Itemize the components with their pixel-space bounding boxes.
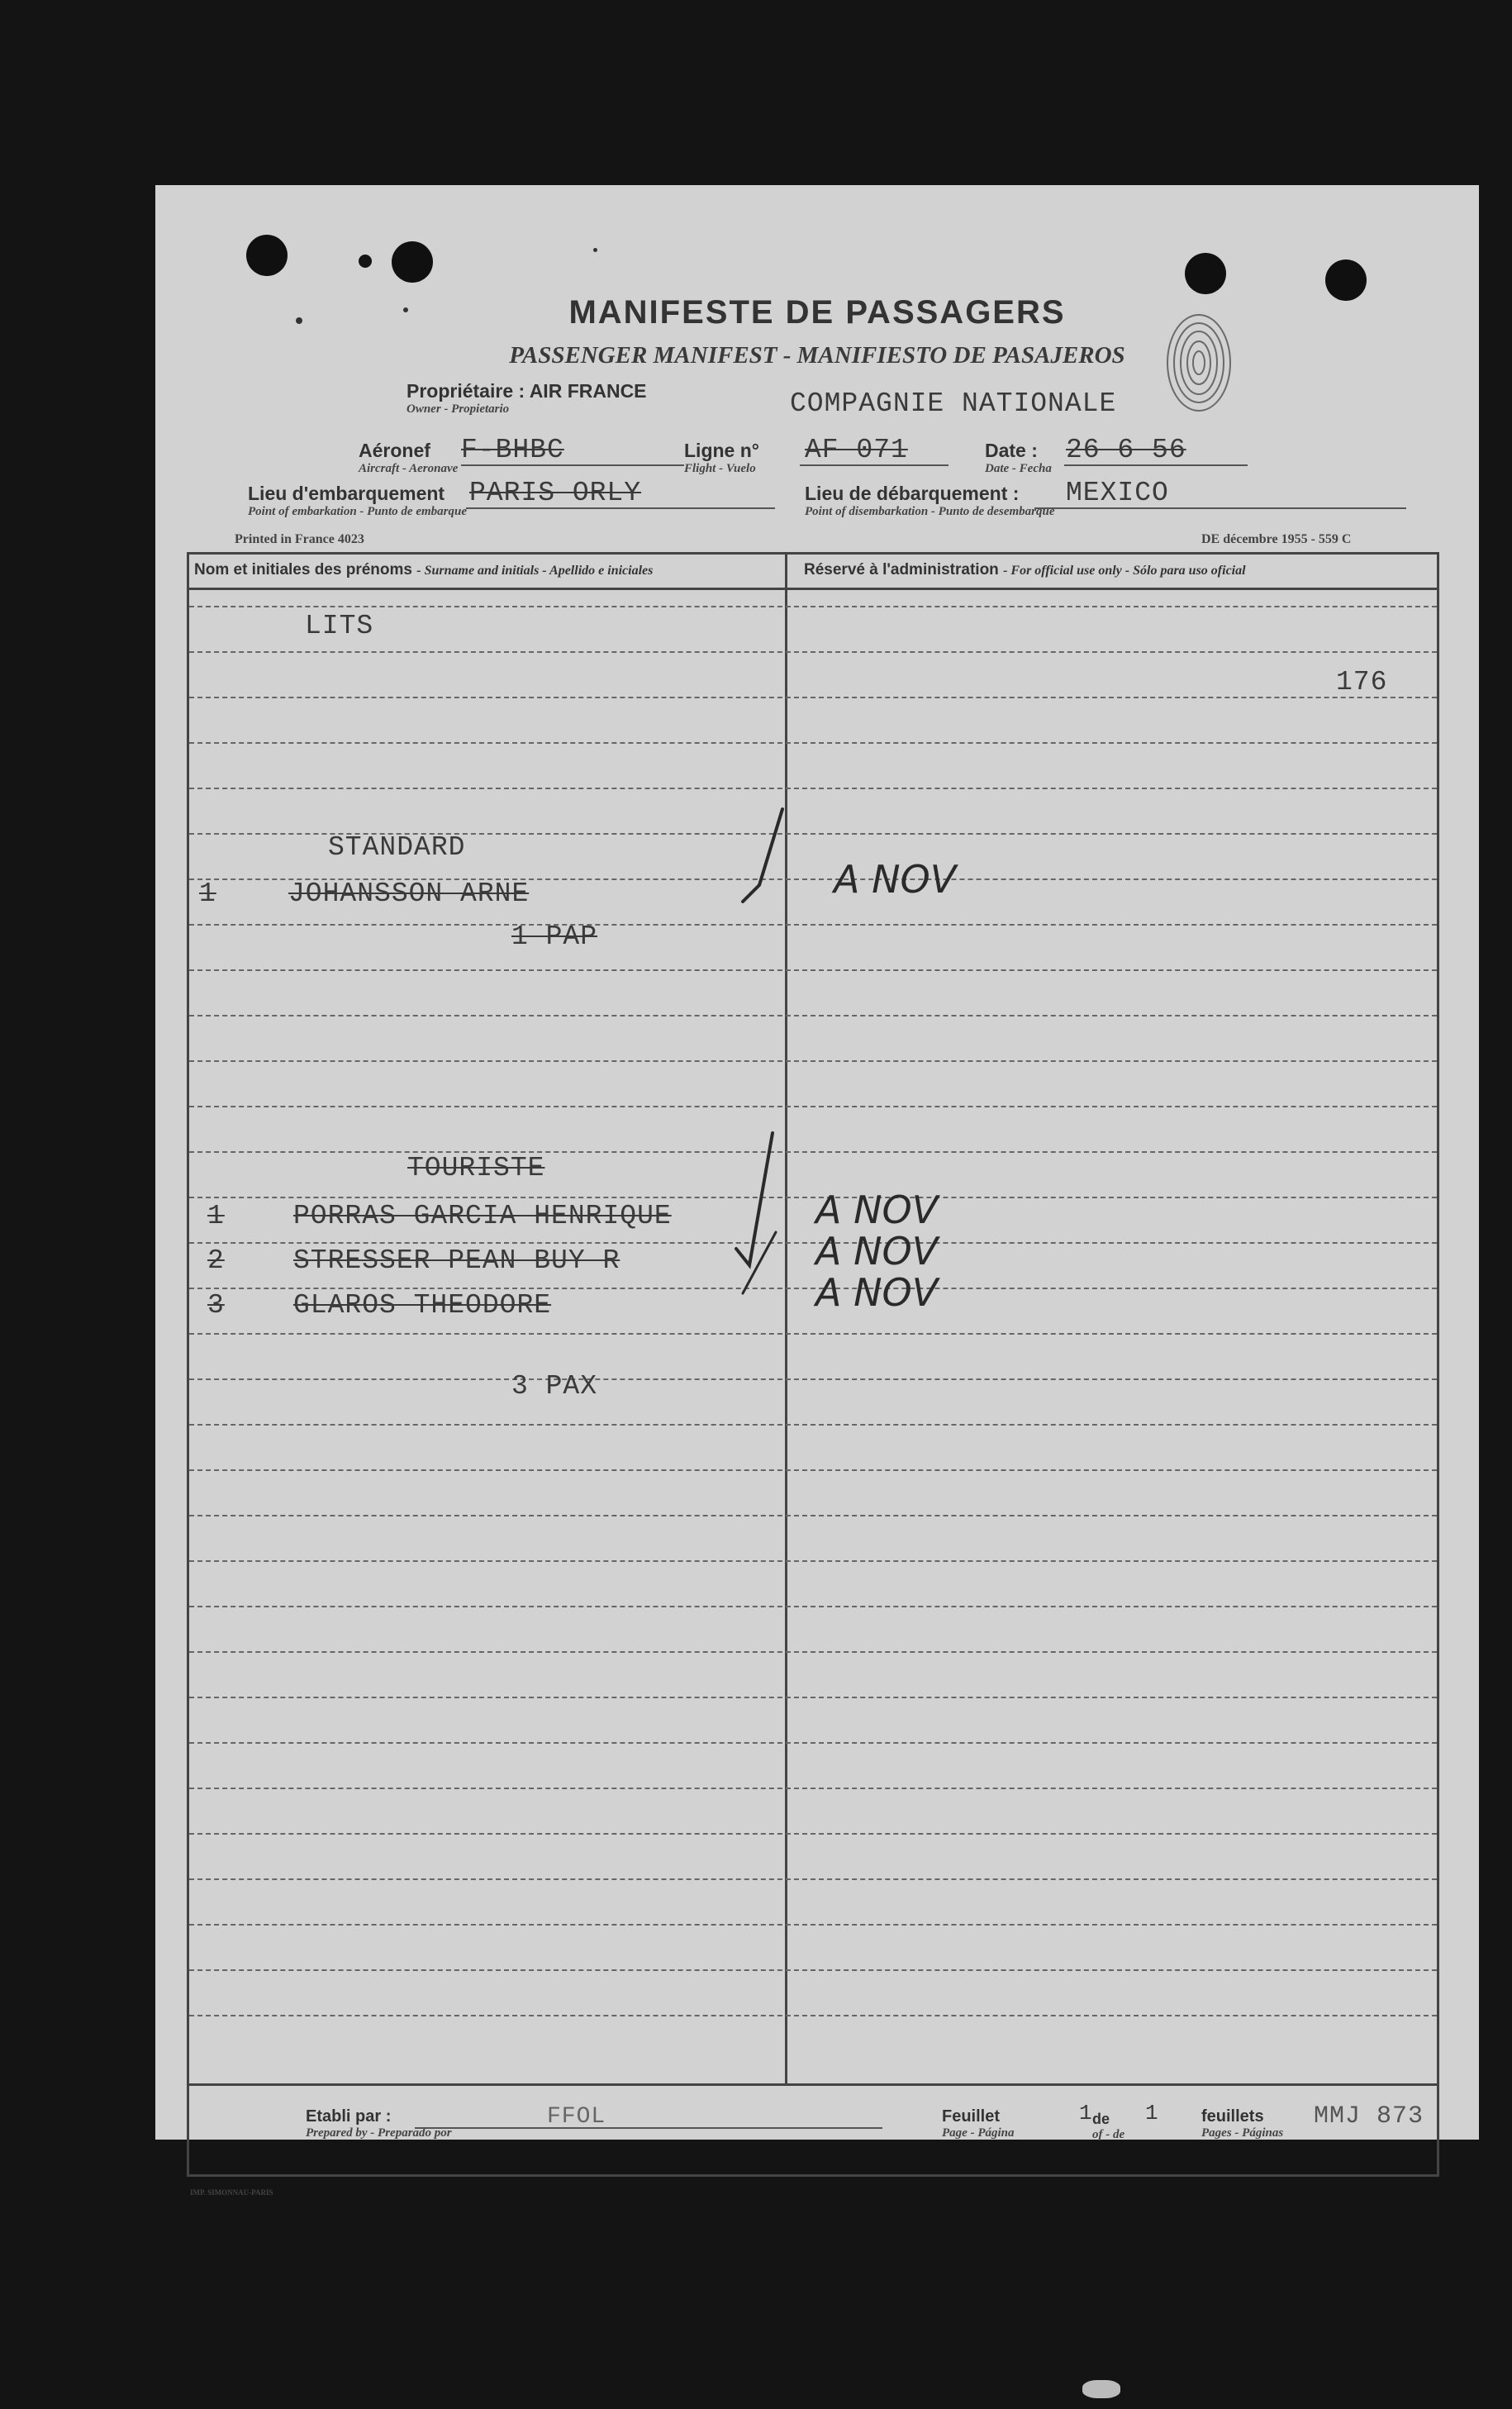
- embark-label: Lieu d'embarquement: [248, 483, 445, 504]
- date-sublabel: Date - Fecha: [985, 462, 1052, 475]
- ruled-line: [189, 1151, 1437, 1153]
- sheet-label: Feuillet: [942, 2107, 1001, 2126]
- ruled-line: [189, 924, 1437, 926]
- ruled-line: [189, 1788, 1437, 1789]
- of-sublabel: of - de: [1092, 2128, 1125, 2141]
- prepared-sublabel: Prepared by - Preparado por: [306, 2126, 452, 2140]
- passenger-number: 1: [207, 1201, 225, 1231]
- ruled-line: [189, 1469, 1437, 1471]
- owner-typed-value: COMPAGNIE NATIONALE: [790, 388, 1117, 419]
- ruled-line: [189, 1197, 1437, 1198]
- section-lits: LITS: [305, 611, 374, 641]
- ink-speck: [593, 248, 597, 252]
- form-code: DE décembre 1955 - 559 C: [1201, 532, 1352, 546]
- passenger-number: 2: [207, 1245, 225, 1276]
- flight-underline: [800, 464, 949, 466]
- date-underline: [1064, 464, 1248, 466]
- flight-label: Ligne n°: [684, 440, 759, 461]
- right-column-header: [804, 561, 1246, 579]
- ruled-line: [189, 1424, 1437, 1426]
- disembark-value: MEXICO: [1066, 478, 1169, 508]
- ruled-line: [189, 1969, 1437, 1971]
- aircraft-label: Aéronef: [359, 440, 430, 461]
- ruled-line: [189, 1742, 1437, 1744]
- disembark-underline: [1034, 507, 1406, 509]
- passenger-name: PORRAS GARCIA HENRIQUE: [293, 1201, 672, 1231]
- section-total: 1 PAP: [511, 921, 598, 952]
- admin-note: A NOV: [815, 1270, 939, 1315]
- passenger-number: 1: [199, 878, 216, 909]
- aircraft-value: F-BHBC: [461, 435, 564, 465]
- ruled-line: [189, 1560, 1437, 1562]
- ruled-line: [189, 1878, 1437, 1880]
- scanner-smudge: [1082, 2380, 1120, 2398]
- passenger-name: STRESSER PEAN BUY R: [293, 1245, 620, 1276]
- passenger-name: JOHANSSON ARNE: [288, 878, 530, 909]
- ruled-line: [189, 1333, 1437, 1335]
- ruled-line: [189, 2015, 1437, 2016]
- of-label: de: [1092, 2111, 1110, 2127]
- ruled-line: [189, 697, 1437, 698]
- ruled-line: [189, 969, 1437, 971]
- printer-credit: IMP. SIMONNAU-PARIS: [190, 2188, 273, 2197]
- admin-note: A NOV: [815, 1229, 939, 1274]
- flight-sublabel: Flight - Vuelo: [684, 462, 756, 475]
- section-total: 3 PAX: [511, 1371, 598, 1402]
- ruled-line: [189, 1515, 1437, 1516]
- form-title: MANIFESTE DE PASSAGERS: [568, 294, 1066, 331]
- ruled-line: [189, 1378, 1437, 1380]
- passenger-table: [187, 552, 1439, 2086]
- form-subtitle: PASSENGER MANIFEST - MANIFIESTO DE PASAJEROS: [509, 342, 1125, 369]
- date-label: Date :: [985, 440, 1038, 461]
- section-touriste: TOURISTE: [407, 1153, 545, 1183]
- reference-number: 176: [1336, 667, 1388, 697]
- ruled-line: [189, 1924, 1437, 1926]
- admin-note: A NOV: [815, 1188, 939, 1232]
- ruled-line: [189, 1242, 1437, 1244]
- embark-value: PARIS ORLY: [469, 478, 642, 508]
- left-header-sublabel: - Surname and initials - Apellido e iniciales: [416, 564, 654, 578]
- ruled-line: [189, 606, 1437, 607]
- header-rule: [189, 588, 1437, 590]
- right-header-label: Réservé à l'administration: [804, 561, 999, 578]
- ruled-line: [189, 1060, 1437, 1062]
- ruled-line: [189, 742, 1437, 744]
- punch-hole: [392, 241, 433, 283]
- punch-hole: [359, 255, 372, 268]
- date-value: 26 6 56: [1066, 435, 1186, 465]
- passenger-number: 3: [207, 1290, 225, 1321]
- left-header-label: Nom et initiales des prénoms: [194, 561, 412, 578]
- owner-sublabel: Owner - Propietario: [407, 402, 510, 416]
- column-divider: [785, 555, 787, 2083]
- admin-note: A NOV: [834, 857, 957, 902]
- prepared-value: FFOL: [547, 2104, 606, 2130]
- ruled-line: [189, 1015, 1437, 1016]
- check-mark: [726, 1125, 792, 1307]
- disembark-sublabel: Point of disembarkation - Punto de desembarque: [805, 505, 1055, 518]
- right-header-sublabel: - For official use only - Sólo para uso oficial: [1003, 564, 1246, 578]
- footer-bottom-rule: [187, 2084, 1439, 2177]
- embark-sublabel: Point of embarkation - Punto de embarque: [248, 505, 468, 518]
- flight-value: AF 071: [805, 435, 908, 465]
- sheet-number: 1: [1079, 2101, 1093, 2126]
- ruled-line: [189, 1606, 1437, 1607]
- sheet-sublabel: Page - Página: [942, 2126, 1015, 2140]
- aircraft-underline: [461, 464, 684, 466]
- left-column-header: [194, 561, 653, 579]
- ruled-line: [189, 788, 1437, 789]
- check-mark: [735, 802, 801, 918]
- ruled-line: [189, 1697, 1437, 1698]
- embark-underline: [466, 507, 775, 509]
- ruled-line: [189, 1833, 1437, 1835]
- punch-hole: [1185, 253, 1226, 294]
- punch-hole: [246, 235, 288, 276]
- sheets-label: feuillets: [1201, 2107, 1264, 2126]
- ruled-line: [189, 1288, 1437, 1289]
- manifest-sheet: [155, 185, 1479, 2197]
- ruled-line: [189, 651, 1437, 653]
- sheet-total: 1: [1145, 2101, 1159, 2126]
- prepared-label: Etabli par :: [306, 2107, 392, 2126]
- printed-note: Printed in France 4023: [235, 532, 364, 546]
- sheets-sublabel: Pages - Páginas: [1201, 2126, 1284, 2140]
- archive-stamp: MMJ 873: [1314, 2102, 1424, 2130]
- aircraft-sublabel: Aircraft - Aeronave: [359, 462, 459, 475]
- section-standard: STANDARD: [328, 832, 466, 863]
- passenger-name: GLAROS THEODORE: [293, 1290, 552, 1321]
- owner-label: Propriétaire : AIR FRANCE: [407, 380, 647, 402]
- ruled-line: [189, 1106, 1437, 1107]
- disembark-label: Lieu de débarquement :: [805, 483, 1020, 504]
- ruled-line: [189, 1651, 1437, 1653]
